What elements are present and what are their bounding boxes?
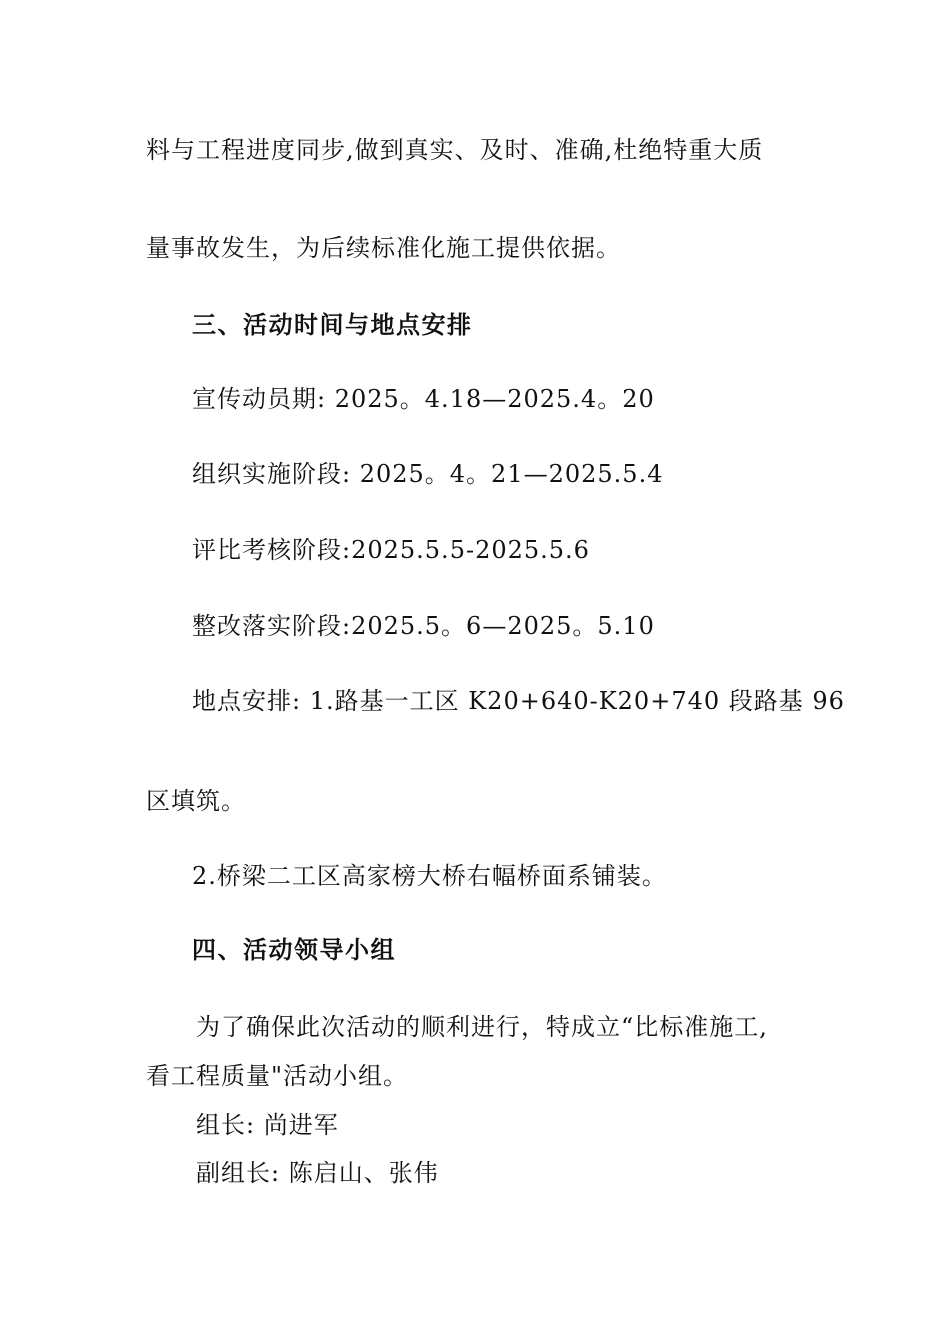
location-line: 2.桥梁二工区高家榜大桥右幅桥面系铺装。 [192,862,667,890]
schedule-item-evaluation: 评比考核阶段:2025.5.5-2025.5.6 [192,536,590,564]
schedule-item-publicity: 宣传动员期: 2025。4.18—2025.4。20 [192,385,655,413]
section-heading-schedule: 三、活动时间与地点安排 [192,310,473,339]
leader-line: 组长: 尚进军 [196,1111,339,1139]
section-heading-leadership: 四、活动领导小组 [192,935,396,964]
group-intro-line: 为了确保此次活动的顺利进行，特成立“比标准施工, [196,1013,768,1041]
paragraph-line: 量事故发生，为后续标准化施工提供依据。 [146,234,621,262]
location-line: 区填筑。 [146,787,246,815]
paragraph-line: 料与工程进度同步,做到真实、及时、准确,杜绝特重大质 [146,136,764,164]
schedule-item-implementation: 组织实施阶段: 2025。4。21—2025.5.4 [192,460,664,488]
location-line: 地点安排: 1.路基一工区 K20+640-K20+740 段路基 96 [192,687,845,715]
group-intro-line: 看工程质量"活动小组。 [146,1062,409,1090]
schedule-item-rectification: 整改落实阶段:2025.5。6—2025。5.10 [192,612,655,640]
deputy-leader-line: 副组长: 陈启山、张伟 [196,1159,439,1187]
